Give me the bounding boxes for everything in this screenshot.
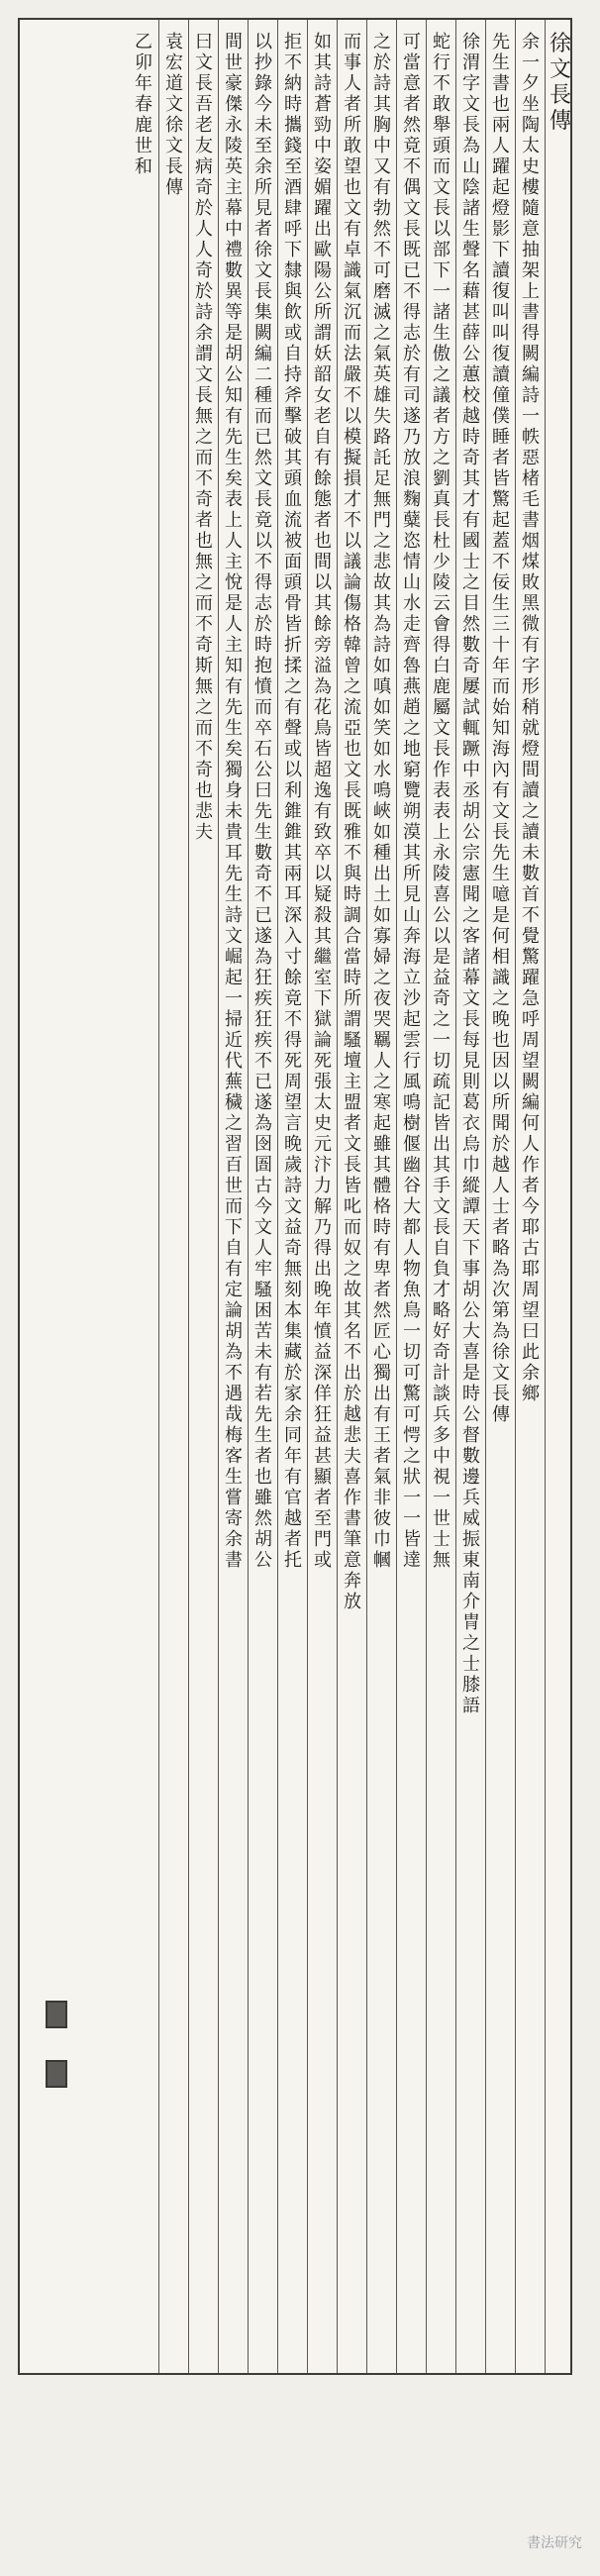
column-text: 而事人者所敢望也文有卓識氣沉而法嚴不以模擬損才不以議論傷格韓曾之流亞也文長既雅不與時調合當時所謂騷壇主盟者文長皆叱而奴之故其名不出於越悲夫喜作書筆意奔放: [344, 32, 361, 1612]
document-title: 徐文長傳: [549, 32, 571, 134]
column-text: 曰文長吾老友病奇於人人奇於詩余謂文長無之而不奇者也無之而不奇斯無之而不奇也悲夫: [195, 32, 213, 843]
text-column: [485, 20, 516, 2373]
text-column: [337, 20, 367, 2373]
text-column: [218, 20, 249, 2373]
text-column: [366, 20, 397, 2373]
text-column: [248, 20, 278, 2373]
column-text: 乙卯年春 鹿世和: [135, 32, 152, 177]
title-column: [545, 20, 575, 2373]
seal-2: [46, 2060, 67, 2088]
column-text: 間世豪傑永陵英主幕中禮數異等是胡公知有先生矣表上人主悅是人主知有先生矣獨身未貴耳先生詩文崛起一掃近代蕪穢之習百世而下自有定論胡為不遇哉梅客生嘗寄余書: [225, 32, 243, 1571]
text-column: [515, 20, 546, 2373]
column-text: 余一夕坐陶太史樓隨意抽架上書得闕編詩一帙惡楮毛書烟煤敗黑微有字形稍就燈間讀之讀未數首不覺驚躍急呼周望闕編何人作者今耶古耶周望曰此余鄉: [522, 32, 540, 1404]
text-column: [277, 20, 308, 2373]
column-text: 之於詩其胸中又有勃然不可磨滅之氣英雄失路託足無門之悲故其為詩如嗔如笑如水鳴峽如種出土如寡婦之夜哭羈人之寒起雖其體格時有卑者然匠心獨出有王者氣非彼巾幗: [373, 32, 391, 1571]
column-text: 如其詩蒼勁中姿媚躍出歐陽公所謂妖韶女老自有餘態者也間以其餘旁溢為花鳥皆超逸有致卒以疑殺其繼室下獄論死張太史元汴力解乃得出晚年憤益深佯狂益甚顯者至門或: [314, 32, 332, 1571]
column-text: 拒不納時攜錢至酒肆呼下隸與飲或自持斧擊破其頭血流被面頭骨皆折揉之有聲或以利錐錐其兩耳深入寸餘竟不得死周望言晚歲詩文益奇無刻本集藏於家余同年有官越者托: [284, 32, 302, 1571]
column-text: 可當意者然竟不偶文長既已不得志於有司遂乃放浪麴糵恣情山水走齊魯燕趙之地窮覽朔漠其所見山奔海立沙起雲行風鳴樹偃幽谷大都人物魚鳥一切可驚可愕之狀一一皆達: [403, 32, 421, 1571]
column-text: 以抄錄今未至余所見者徐文長集闕編二種而已然文長竟以不得志於時抱憤而卒石公曰先生數奇不已遂為狂疾狂疾不已遂為囹圄古今文人牢騷困苦未有若先生者也雖然胡公: [254, 32, 272, 1571]
text-column: [426, 20, 456, 2373]
seal-1: [46, 2001, 67, 2028]
column-text: 徐渭字文長為山陰諸生聲名藉甚薛公蕙校越時奇其才有國士之目然數奇屢試輒蹶中丞胡公宗憲聞之客諸幕文長每見則葛衣烏巾縱譚天下事胡公大喜是時公督數邊兵威振東南介冑之士膝語: [462, 32, 480, 1716]
seal-stamps: [46, 2001, 67, 2119]
calligraphy-sheet: [18, 18, 572, 2375]
text-column: [129, 20, 158, 2373]
column-text: 袁宏道文徐文長傳: [165, 32, 183, 198]
text-column: [455, 20, 486, 2373]
text-column: [307, 20, 338, 2373]
column-text: 先生書也兩人躍起燈影下讀復叫叫復讀僮僕睡者皆驚起蓋不佞生三十年而始知海內有文長先生噫是何相識之晚也因以所聞於越人士者略為次第為徐文長傳: [492, 32, 510, 1425]
watermark-text: 書法研究: [527, 2535, 582, 2551]
column-text: 蛇行不敢舉頭而文長以部下一諸生傲之議者方之劉真長杜少陵云會得白鹿屬文長作表表上永陵喜公以是益奇之一切疏記皆出其手文長自負才略好奇計談兵多中視一世士無: [433, 32, 450, 1571]
text-column: [396, 20, 427, 2373]
text-column: [158, 20, 189, 2373]
text-column: [188, 20, 219, 2373]
